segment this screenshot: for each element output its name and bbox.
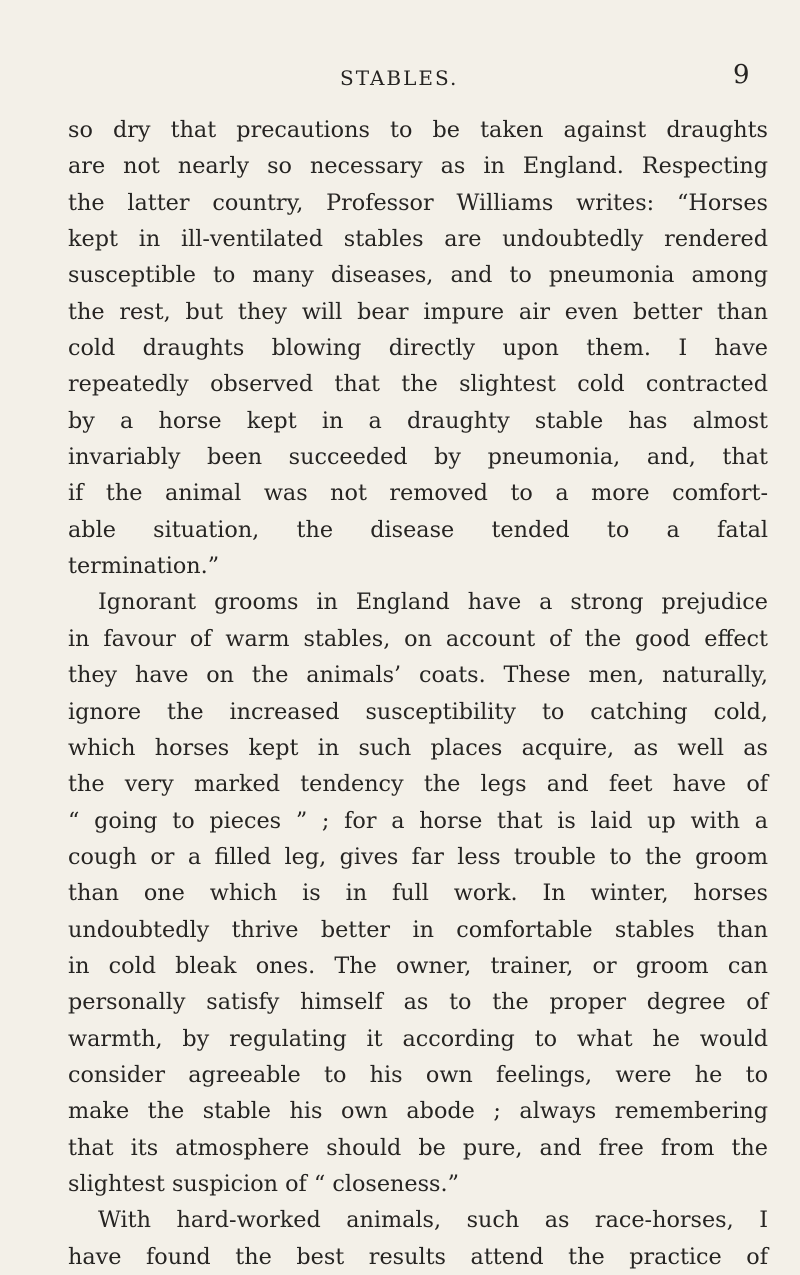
text-line: personally satisfy himself as to the proper degree of (68, 989, 768, 1016)
text-line: in favour of warm stables, on account of the good effect (68, 625, 768, 652)
text-line: consider agreeable to his own feelings, were he to (68, 1061, 768, 1088)
text-line: Ignorant grooms in England have a strong prejudice (98, 589, 768, 616)
text-line: termination.” (68, 553, 220, 580)
text-line: repeatedly observed that the slightest cold contracted (68, 371, 768, 398)
text-line: that its atmosphere should be pure, and free from the (68, 1134, 768, 1161)
body-text (68, 112, 768, 1275)
running-head-title: STABLES. (340, 66, 459, 90)
text-line: they have on the animals’ coats. These men, naturally, (68, 662, 768, 689)
text-line: susceptible to many diseases, and to pneumonia among (68, 262, 768, 289)
text-line: are not nearly so necessary as in England. Respecting (68, 153, 768, 180)
text-line: in cold bleak ones. The owner, trainer, or groom can (68, 952, 768, 979)
text-line: able situation, the disease tended to a fatal (68, 516, 768, 543)
text-line: undoubtedly thrive better in comfortable stables than (68, 916, 768, 943)
text-line: “ going to pieces ” ; for a horse that is laid up with a (68, 807, 768, 834)
text-line: than one which is in full work. In winter, horses (68, 880, 768, 907)
text-line: make the stable his own abode ; always remembering (68, 1098, 768, 1125)
text-line: if the animal was not removed to a more comfort- (68, 480, 768, 507)
text-line: cough or a filled leg, gives far less trouble to the groom (68, 843, 768, 870)
running-head (0, 60, 800, 100)
text-line: With hard-worked animals, such as race-horses, I (98, 1207, 768, 1234)
text-line: invariably been succeeded by pneumonia, and, that (68, 444, 768, 471)
text-line: ignore the increased susceptibility to catching cold, (68, 698, 768, 725)
text-line: the rest, but they will bear impure air even better than (68, 298, 768, 325)
text-line: the latter country, Professor Williams writes: “Horses (68, 189, 768, 216)
text-line: so dry that precautions to be taken against draughts (68, 117, 768, 143)
page-number: 9 (733, 60, 750, 90)
text-line: kept in ill-ventilated stables are undoubtedly rendered (68, 226, 768, 253)
text-line: which horses kept in such places acquire, as well as (68, 734, 768, 761)
text-line: the very marked tendency the legs and feet have of (68, 771, 768, 798)
text-line: have found the best results attend the practice of (68, 1243, 768, 1270)
text-line: by a horse kept in a draughty stable has almost (68, 407, 768, 434)
text-line: slightest suspicion of “ closeness.” (68, 1170, 459, 1197)
text-line: cold draughts blowing directly upon them. I have (68, 335, 768, 362)
text-line: warmth, by regulating it according to what he would (68, 1025, 768, 1052)
